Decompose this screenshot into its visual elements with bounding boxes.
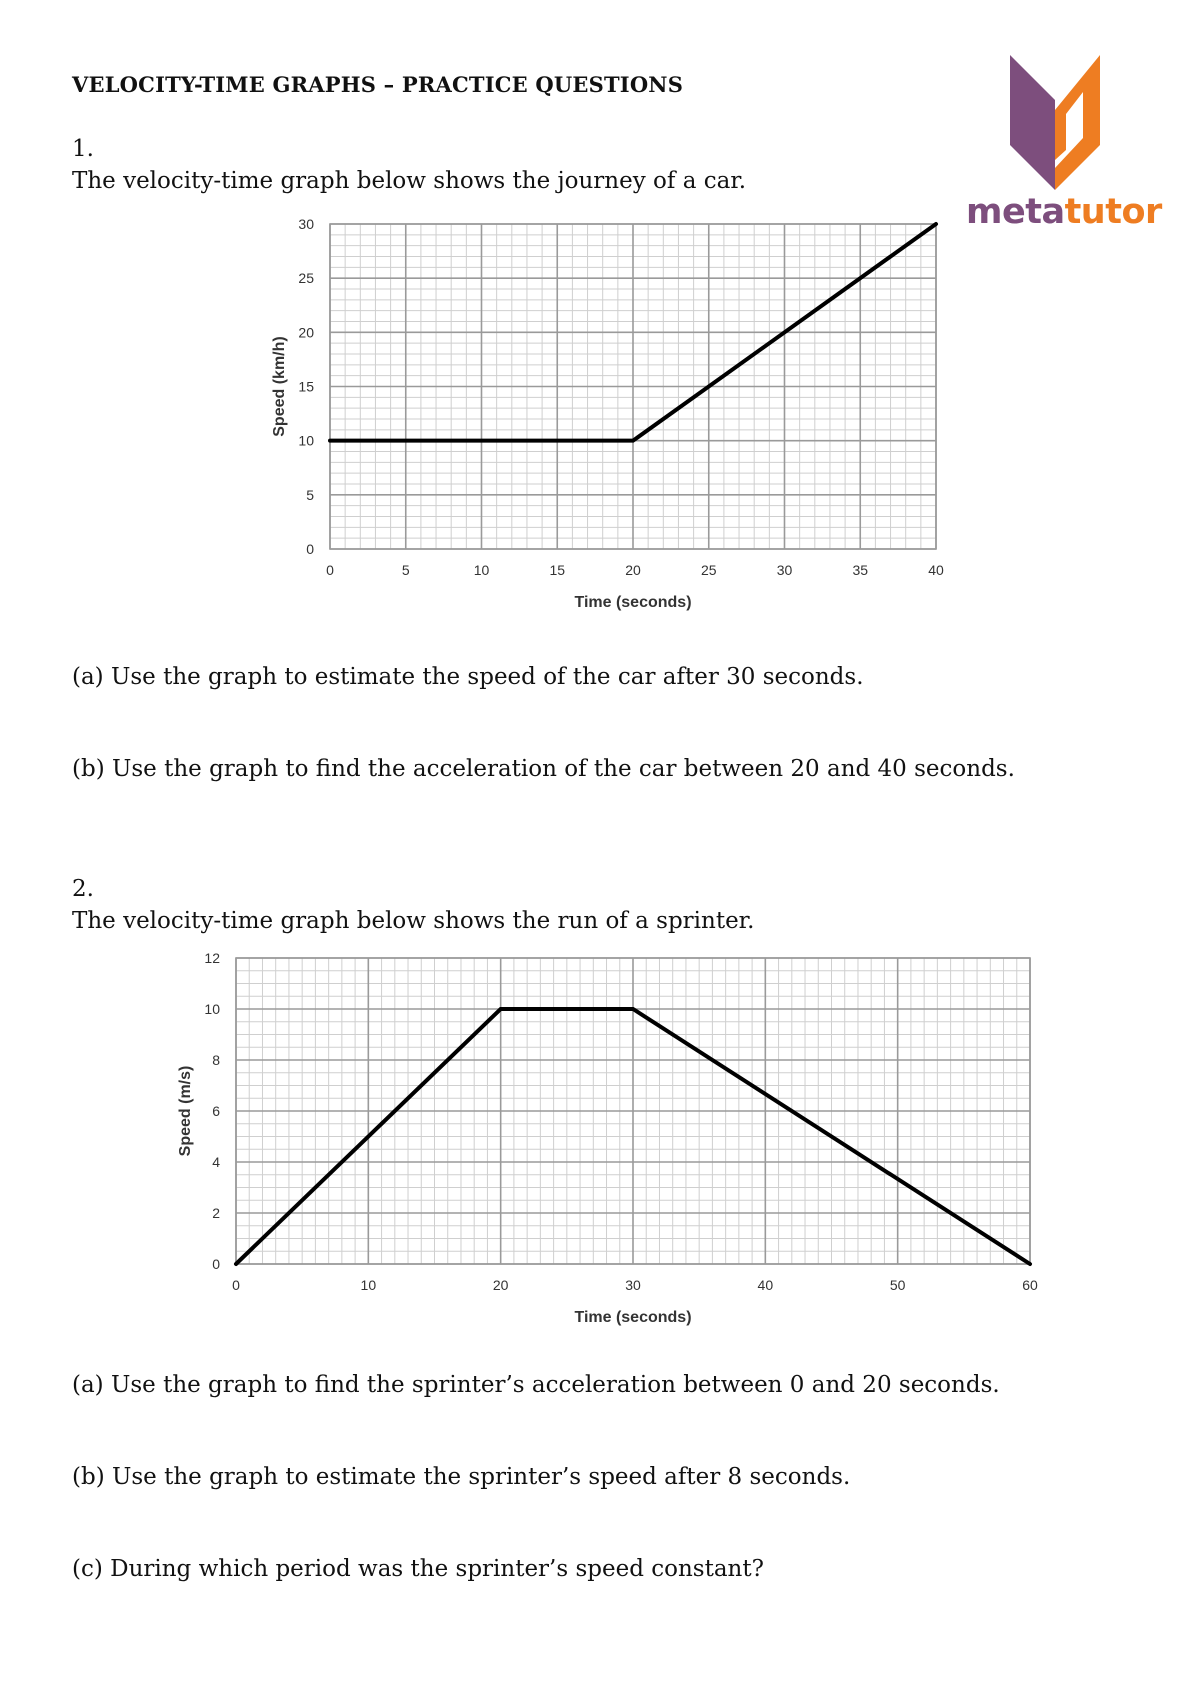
x-tick-label: 60 <box>1022 1277 1038 1293</box>
y-tick-label: 15 <box>298 378 314 395</box>
q1-part-a: (a) Use the graph to estimate the speed of the car after 30 seconds. <box>72 664 864 690</box>
x-tick-label: 30 <box>625 1277 641 1293</box>
chart-sprinter-speed <box>0 940 1200 1340</box>
x-tick-label: 20 <box>492 1277 509 1293</box>
y-tick-label: 5 <box>306 486 314 503</box>
q1-intro: The velocity-time graph below shows the journey of a car. <box>72 168 747 194</box>
x-tick-label: 30 <box>776 562 793 578</box>
y-tick-label: 25 <box>298 270 314 287</box>
y-tick-label: 12 <box>204 950 220 966</box>
metatutor-logo <box>990 50 1120 190</box>
logo-text-meta: meta <box>966 192 1065 232</box>
q2-part-b: (b) Use the graph to estimate the sprinter’s speed after 8 seconds. <box>72 1464 851 1490</box>
y-tick-label: 4 <box>212 1154 220 1170</box>
y-axis-label: Speed (km/h) <box>271 336 288 437</box>
q1-part-b: (b) Use the graph to find the acceleration of the car between 20 and 40 seconds. <box>72 756 1015 782</box>
q2-intro: The velocity-time graph below shows the run of a sprinter. <box>72 908 755 934</box>
logo-orange-shape <box>1055 55 1100 190</box>
x-tick-label: 10 <box>473 562 490 578</box>
x-tick-label: 50 <box>889 1277 906 1293</box>
y-axis-label: Speed (m/s) <box>177 1065 194 1157</box>
x-axis-label: Time (seconds) <box>574 594 692 611</box>
y-tick-label: 2 <box>212 1205 220 1221</box>
page-title: VELOCITY-TIME GRAPHS – PRACTICE QUESTIONS <box>72 72 684 97</box>
x-tick-label: 5 <box>401 562 410 578</box>
x-tick-label: 40 <box>928 562 944 578</box>
x-tick-label: 10 <box>360 1277 377 1293</box>
x-tick-label: 25 <box>700 562 717 578</box>
x-tick-label: 35 <box>852 562 869 578</box>
q2-part-c: (c) During which period was the sprinter’s speed constant? <box>72 1556 764 1582</box>
y-tick-label: 6 <box>212 1103 220 1119</box>
x-tick-label: 0 <box>232 1277 240 1293</box>
y-tick-label: 30 <box>298 216 314 232</box>
y-tick-label: 0 <box>212 1256 220 1272</box>
y-tick-label: 8 <box>212 1052 220 1068</box>
x-tick-label: 15 <box>549 562 566 578</box>
q2-number: 2. <box>72 876 94 902</box>
chart-car-speed <box>0 200 1200 620</box>
logo-purple-shape <box>1010 55 1055 190</box>
q2-part-a: (a) Use the graph to find the sprinter’s acceleration between 0 and 20 seconds. <box>72 1372 1000 1398</box>
logo-book-icon <box>990 50 1120 190</box>
x-tick-label: 20 <box>625 562 641 578</box>
x-tick-label: 40 <box>757 1277 774 1293</box>
logo-text-tutor: tutor <box>1064 192 1162 232</box>
y-tick-label: 20 <box>298 324 314 341</box>
x-axis-label: Time (seconds) <box>574 1309 692 1326</box>
y-tick-label: 10 <box>204 1001 220 1017</box>
x-tick-label: 0 <box>326 562 334 578</box>
y-tick-label: 10 <box>298 432 314 449</box>
y-tick-label: 0 <box>306 541 314 557</box>
q1-number: 1. <box>72 136 94 162</box>
